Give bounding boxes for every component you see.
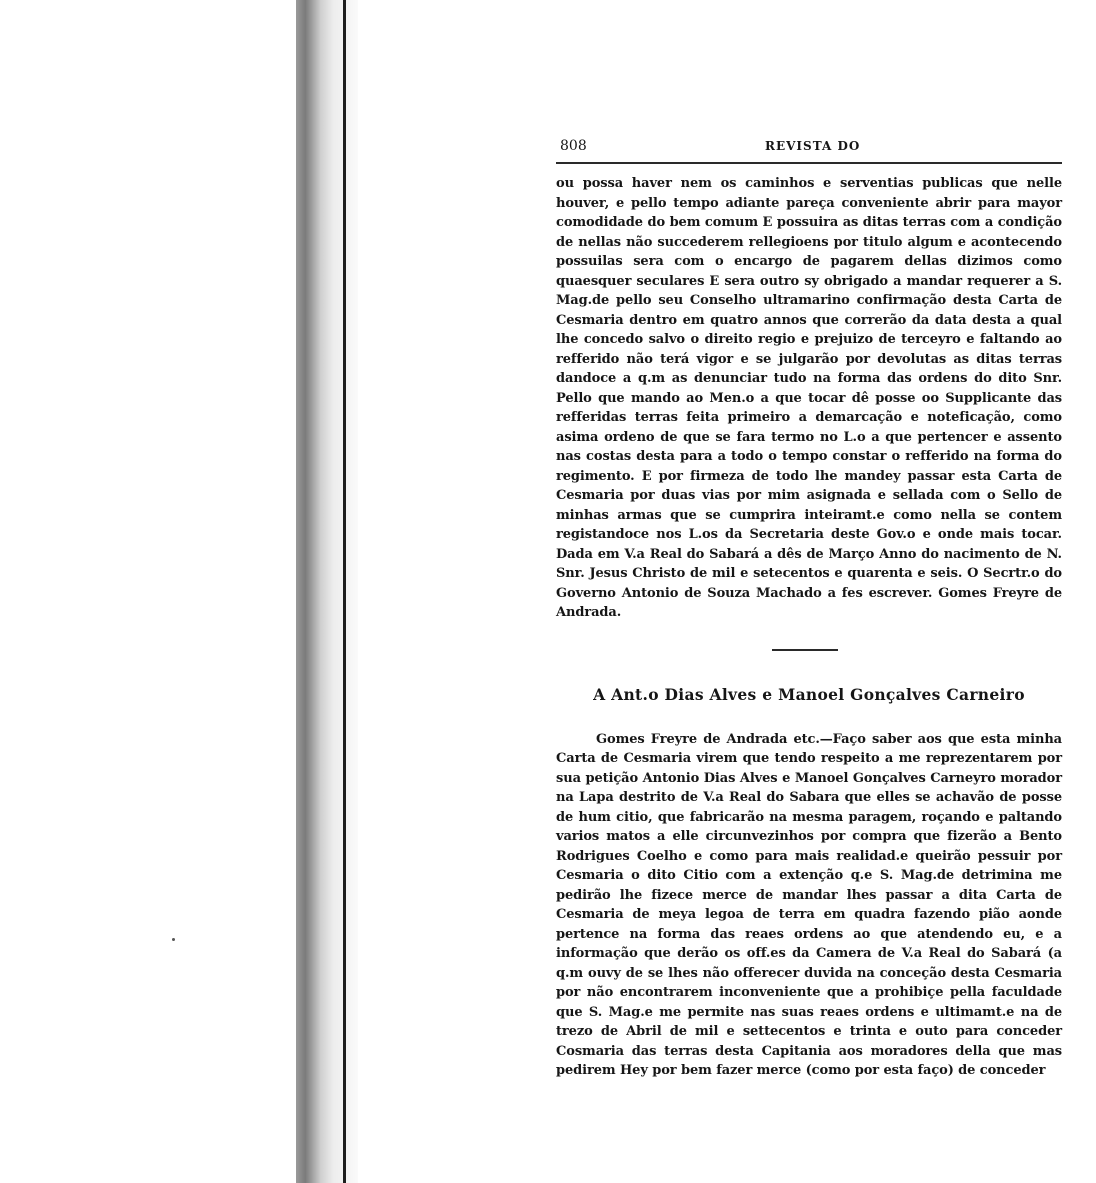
header-rule (556, 162, 1062, 164)
paper-speck (172, 938, 175, 941)
section-divider (772, 649, 838, 651)
paragraph-carta: Gomes Freyre de Andrada etc.—Faço saber aos que esta minha Carta de Cesmaria virem que tendo respeito a me reprezentarem por sua petição Antonio Dias Alves e Manoel Gonçalves Carneyro morador na Lapa destrito de V.a Real do Sabara que elles se achavão de posse de hum citio, que fabricarão na mesma paragem, roçando e paltando varios matos a elle circunvezinhos por compra que fizerão a Bento Rodrigues Coelho e como para mais realidad.e queirão pessuir por Cesmaria o dito Citio com a extenção q.e S. Mag.de detrimina me pedirão lhe fizece merce de mandar lhes passar a dita Carta de Cesmaria de meya legoa de terra em quadra fazendo pião aonde pertence na forma das reaes ordens ao que atendendo eu, e a informação que derão os off.es da Camera de V.a Real do Sabará (a q.m ouvy de se lhes não offerecer duvida na conceção desta Cesmaria por não encontrarem inconveniente que a prohibiçe pella faculdade que S. Mag.e me permite nas suas reaes ordens e ultimamt.e na de trezo de Abril de mil e settecentos e trinta e outo para conceder Cosmaria das terras desta Capitania aos moradores della que mas pedirem Hey por bem fazer merce (como por esta faço) de conceder (556, 731, 1062, 1078)
book-page (556, 138, 1062, 1081)
paragraph-continuation: ou possa haver nem os caminhos e serventias publicas que nelle houver, e pello tempo adiante pareça conveniente abrir para mayor comodidade do bem comum E possuira as ditas terras com a condição de nellas não succederem rellegioens por titulo algum e acontecendo possuilas sera com o encargo de pagarem dellas dizimos como quaesquer seculares E sera outro sy obrigado a mandar requerer a S. Mag.de pello seu Conselho ultramarino confirmação desta Carta de Cesmaria dentro em quatro annos que correrão da data desta a qual lhe concedo salvo o direito regio e prejuizo de terceyro e faltando ao refferido não terá vigor e se julgarão por devolutas as ditas terras dandoce a q.m as denunciar tudo na forma das ordens do dito Snr. Pello que mando ao Men.o a que tocar dê posse oo Supplicante das refferidas terras feita primeiro a demarcação e noteficação, como asima ordeno de que se fara termo no L.o a que pertencer e assento nas costas desta para a todo o tempo constar o refferido na forma do regimento. E por firmeza de todo lhe mandey passar esta Carta de Cesmaria por duas vias por mim asignada e sellada com o Sello de minhas armas que se cumprira inteiramt.e como nella se contem registandoce nos L.os da Secretaria deste Gov.o e onde mais tocar. Dada em V.a Real do Sabará a dês de Março Anno do nacimento de N. Snr. Jesus Christo de mil e setecentos e quarenta e seis. O Secrtr.o do Governo Antonio de Souza Machado a fes escrever. Gomes Freyre de Andrada. (556, 176, 1062, 620)
page-number: 808 (560, 138, 587, 154)
section-title: A Ant.o Dias Alves e Manoel Gonçalves Carneiro (593, 684, 1025, 704)
book-spine-line (343, 0, 346, 1183)
book-gutter-shadow (296, 0, 358, 1183)
journal-title: REVISTA DO (765, 139, 861, 153)
running-head (556, 138, 1062, 160)
